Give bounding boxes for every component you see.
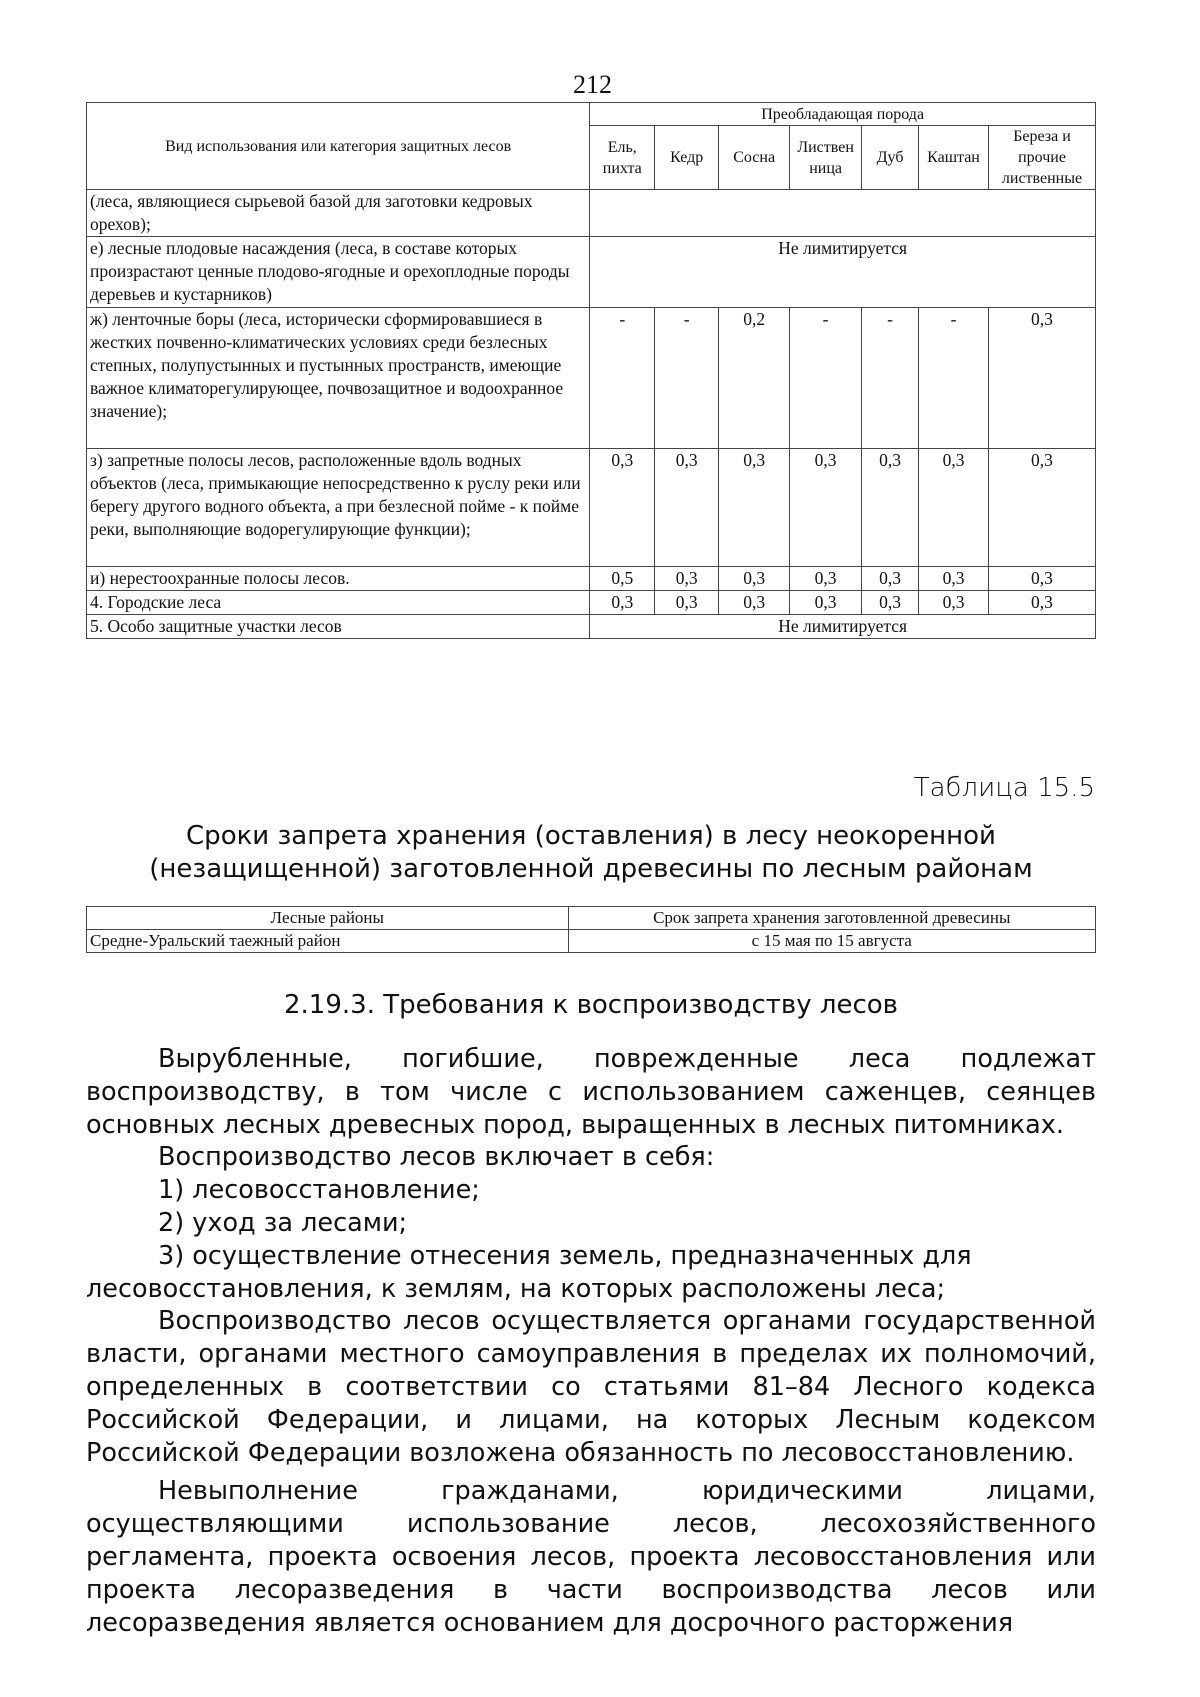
row-label: ж) ленточные боры (леса, исторически сформировавшиеся в жестких почвенно-климатических условиях среди безлесных степных, полупустынных и пустынных пространств, имеющие важное климаторегулирующее, почвозащитное и водоохранное значение); <box>87 308 590 449</box>
value-cell: 0,3 <box>988 308 1095 449</box>
table-number-label: Таблица 15.5 <box>913 773 1095 803</box>
value-cell: 0,3 <box>919 449 989 567</box>
value-cell: - <box>655 308 719 449</box>
row-label: з) запретные полосы лесов, расположенные вдоль водных объектов (леса, примыкающие непосредственно к руслу реки или берегу другого водного объекта, а при безлесной пойме - к пойме реки, выполняющие водорегулирующие функции); <box>87 449 590 567</box>
table-row <box>87 591 1096 615</box>
row-label: е) лесные плодовые насаждения (леса, в составе которых произрастают ценные плодово-ягодные и орехоплодные породы деревьев и кустарников) <box>87 237 590 308</box>
list-item: 1) лесовосстановление; <box>158 1175 480 1206</box>
table-row <box>87 615 1096 639</box>
merged-cell: Не лимитируется <box>590 237 1096 308</box>
row-label: 4. Городские леса <box>87 591 590 615</box>
row-label: (леса, являющиеся сырьевой базой для заготовки кедровых орехов); <box>87 190 590 237</box>
value-cell: 0,3 <box>590 449 655 567</box>
header-species: Береза и прочие лиственные <box>988 126 1095 190</box>
header-species: Каштан <box>919 126 989 190</box>
table-row <box>87 567 1096 591</box>
value-cell: 0,3 <box>919 567 989 591</box>
list-item: 3) осуществление отнесения земель, предназначенных для лесовосстановления, к землям, на которых расположены леса; <box>86 1240 972 1304</box>
value-cell: 0,3 <box>862 449 919 567</box>
storage-ban-table <box>86 906 1096 953</box>
value-cell: - <box>862 308 919 449</box>
header-usage-type: Вид использования или категория защитных лесов <box>87 103 590 190</box>
protective-forest-table <box>86 102 1096 639</box>
value-cell: 0,3 <box>862 591 919 615</box>
table-row <box>87 449 1096 567</box>
period-cell: с 15 мая по 15 августа <box>568 930 1096 953</box>
table-row <box>87 930 1096 953</box>
list-item: 2) уход за лесами; <box>158 1207 408 1238</box>
row-label: 5. Особо защитные участки лесов <box>87 615 590 639</box>
paragraph: Воспроизводство лесов осуществляется органами государственной власти, органами местного самоуправления в пределах их полномочий, определенных в соответствии со статьями 81–84 Лесного кодекса Российской Федерации, и лицами, на которых Лесным кодексом Российской Федерации возложена обязанность по лесовосстановлению. <box>86 1306 1096 1468</box>
value-cell: 0,3 <box>590 591 655 615</box>
table-row <box>87 190 1096 237</box>
row-label: и) нерестоохранные полосы лесов. <box>87 567 590 591</box>
page-number: 212 <box>573 70 612 99</box>
merged-cell <box>590 190 1096 237</box>
paragraph: Вырубленные, погибшие, поврежденные леса подлежат воспроизводству, в том числе с использованием саженцев, сеянцев основных лесных древесных пород, выращенных в лесных питомниках. <box>86 1044 1096 1140</box>
value-cell: 0,3 <box>719 591 790 615</box>
value-cell: 0,5 <box>590 567 655 591</box>
value-cell: 0,2 <box>719 308 790 449</box>
body-text <box>86 1043 1096 1639</box>
district-cell: Средне-Уральский таежный район <box>87 930 569 953</box>
value-cell: 0,3 <box>655 449 719 567</box>
paragraph: Воспроизводство лесов включает в себя: <box>158 1142 715 1173</box>
header-ban-period: Срок запрета хранения заготовленной древесины <box>568 907 1096 930</box>
value-cell: 0,3 <box>988 591 1095 615</box>
table-title: Сроки запрета хранения (оставления) в лесу неокоренной (незащищенной) заготовленной древесины по лесным районам <box>149 821 1033 884</box>
value-cell: 0,3 <box>919 591 989 615</box>
table-row <box>87 237 1096 308</box>
header-forest-districts: Лесные районы <box>87 907 569 930</box>
header-species: Кедр <box>655 126 719 190</box>
header-species: Ель, пихта <box>590 126 655 190</box>
header-species: Листвен ница <box>790 126 862 190</box>
section-heading: 2.19.3. Требования к воспроизводству лесов <box>284 990 898 1020</box>
value-cell: - <box>790 308 862 449</box>
value-cell: 0,3 <box>790 591 862 615</box>
value-cell: 0,3 <box>790 449 862 567</box>
merged-cell: Не лимитируется <box>590 615 1096 639</box>
header-species: Дуб <box>862 126 919 190</box>
value-cell: 0,3 <box>790 567 862 591</box>
header-species-group: Преобладающая порода <box>590 103 1096 126</box>
table-row <box>87 308 1096 449</box>
value-cell: 0,3 <box>655 591 719 615</box>
value-cell: 0,3 <box>719 449 790 567</box>
value-cell: 0,3 <box>988 449 1095 567</box>
header-species: Сосна <box>719 126 790 190</box>
value-cell: 0,3 <box>862 567 919 591</box>
value-cell: - <box>590 308 655 449</box>
value-cell: - <box>919 308 989 449</box>
value-cell: 0,3 <box>719 567 790 591</box>
paragraph: Невыполнение гражданами, юридическими лицами, осуществляющими использование лесов, лесохозяйственного регламента, проекта освоения лесов, проекта лесовосстановления или проекта лесоразведения в части воспроизводства лесов или лесоразведения является основанием для досрочного расторжения <box>86 1476 1096 1638</box>
value-cell: 0,3 <box>988 567 1095 591</box>
value-cell: 0,3 <box>655 567 719 591</box>
